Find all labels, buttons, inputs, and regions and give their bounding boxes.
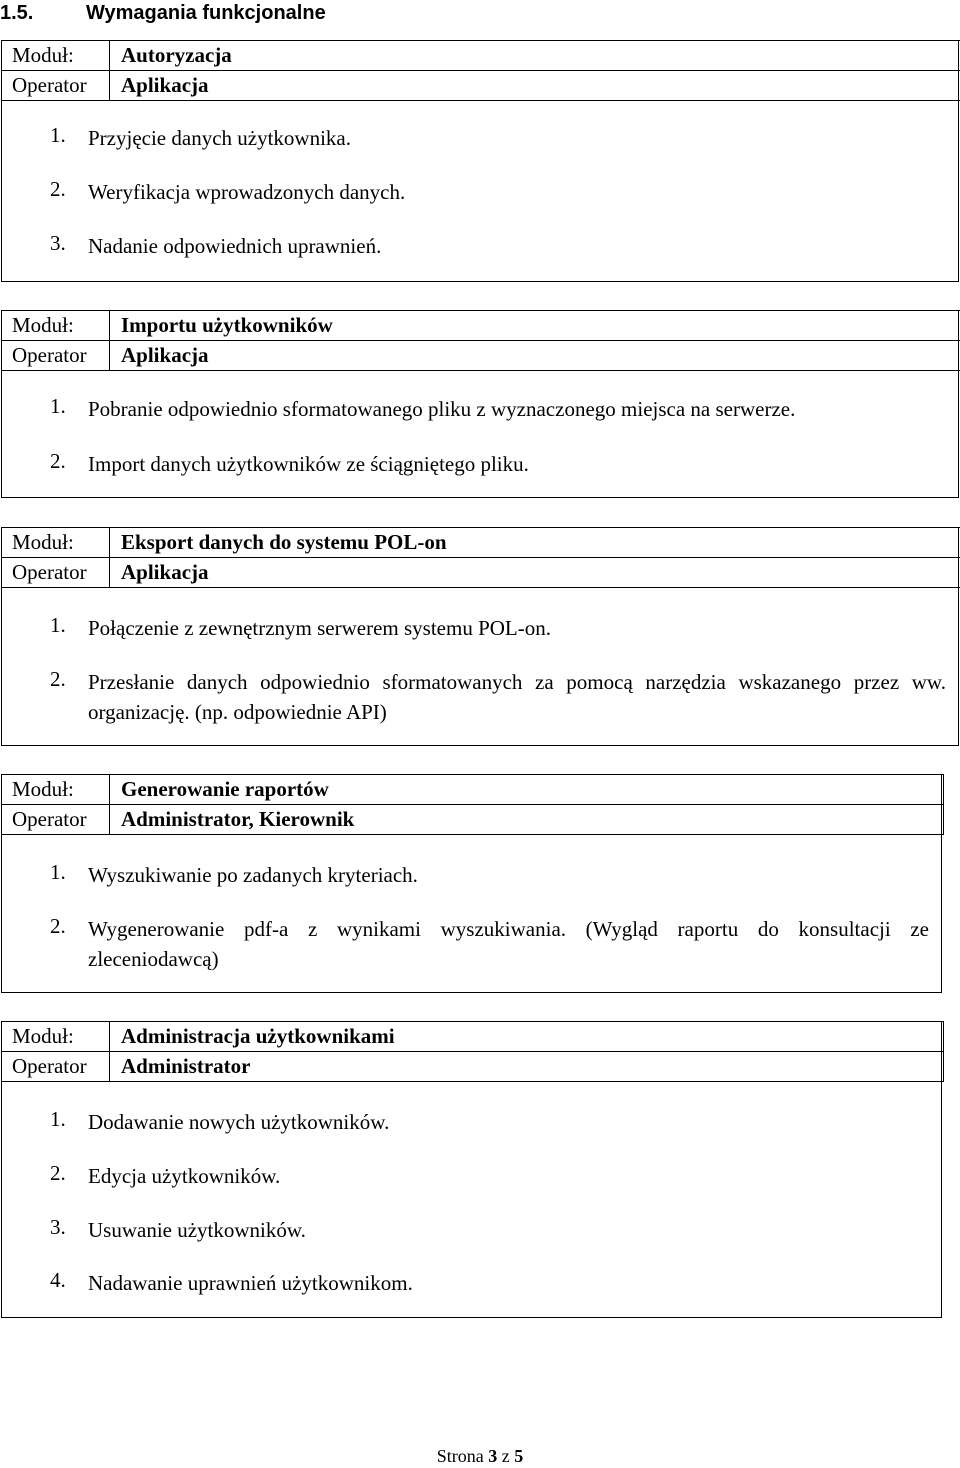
section-number: 1.5. (0, 0, 33, 26)
step-number: 1. (50, 1107, 66, 1132)
step-text: Przesłanie danych odpowiednio sformatowanych za pomocą narzędzia wskazanego przez ww. organizację. (np. odpowiednie API) (88, 667, 946, 727)
operator-label: Operator (2, 71, 110, 101)
step-text: Weryfikacja wprowadzonych danych. (88, 177, 946, 207)
page-footer (0, 1444, 960, 1468)
step-number: 3. (50, 231, 66, 256)
module-box-raporty (1, 774, 942, 993)
step-text: Połączenie z zewnętrznym serwerem systemu POL-on. (88, 613, 946, 643)
step-text: Wygenerowanie pdf-a z wynikami wyszukiwania. (Wygląd raportu do konsultacji ze zleceniodawcą) (88, 914, 929, 974)
step-text: Import danych użytkowników ze ściągniętego pliku. (88, 449, 946, 479)
step-text: Nadawanie uprawnień użytkownikom. (88, 1268, 929, 1298)
step-number: 1. (50, 123, 66, 148)
operator-name: Aplikacja (110, 558, 960, 588)
step-text: Dodawanie nowych użytkowników. (88, 1107, 929, 1137)
module-box-autoryzacja (1, 40, 959, 282)
step-number: 2. (50, 177, 66, 202)
operator-name: Administrator, Kierownik (110, 805, 944, 835)
module-name: Eksport danych do systemu POL-on (110, 528, 960, 558)
step-text: Przyjęcie danych użytkownika. (88, 123, 946, 153)
module-header (1, 1021, 944, 1082)
module-header (1, 310, 960, 371)
step-text: Edycja użytkowników. (88, 1161, 929, 1191)
footer-total-pages: 5 (514, 1446, 523, 1466)
module-label: Moduł: (2, 41, 110, 71)
module-name: Generowanie raportów (110, 775, 944, 805)
operator-name: Administrator (110, 1052, 944, 1082)
module-name: Administracja użytkownikami (110, 1022, 944, 1052)
operator-label: Operator (2, 341, 110, 371)
module-label: Moduł: (2, 311, 110, 341)
step-number: 2. (50, 914, 66, 939)
operator-label: Operator (2, 1052, 110, 1082)
module-name: Autoryzacja (110, 41, 960, 71)
module-header (1, 40, 960, 101)
operator-name: Aplikacja (110, 341, 960, 371)
module-header (1, 527, 960, 588)
footer-page-number: 3 (488, 1446, 497, 1466)
module-box-eksport (1, 527, 959, 746)
step-number: 1. (50, 613, 66, 638)
step-number: 3. (50, 1215, 66, 1240)
step-text: Usuwanie użytkowników. (88, 1215, 929, 1245)
module-label: Moduł: (2, 775, 110, 805)
section-heading (0, 0, 700, 26)
module-header (1, 774, 944, 835)
step-number: 4. (50, 1268, 66, 1293)
step-text: Pobranie odpowiednio sformatowanego pliku z wyznaczonego miejsca na serwerze. (88, 394, 946, 424)
step-text: Wyszukiwanie po zadanych kryteriach. (88, 860, 929, 890)
operator-label: Operator (2, 558, 110, 588)
step-number: 2. (50, 449, 66, 474)
step-number: 1. (50, 860, 66, 885)
module-box-import (1, 310, 959, 498)
step-number: 1. (50, 394, 66, 419)
footer-separator: z (502, 1446, 510, 1466)
module-box-administracja (1, 1021, 942, 1318)
module-label: Moduł: (2, 1022, 110, 1052)
step-number: 2. (50, 1161, 66, 1186)
module-label: Moduł: (2, 528, 110, 558)
operator-name: Aplikacja (110, 71, 960, 101)
step-number: 2. (50, 667, 66, 692)
step-text: Nadanie odpowiednich uprawnień. (88, 231, 946, 261)
module-name: Importu użytkowników (110, 311, 960, 341)
footer-prefix: Strona (437, 1446, 484, 1466)
operator-label: Operator (2, 805, 110, 835)
section-title: Wymagania funkcjonalne (86, 0, 326, 26)
